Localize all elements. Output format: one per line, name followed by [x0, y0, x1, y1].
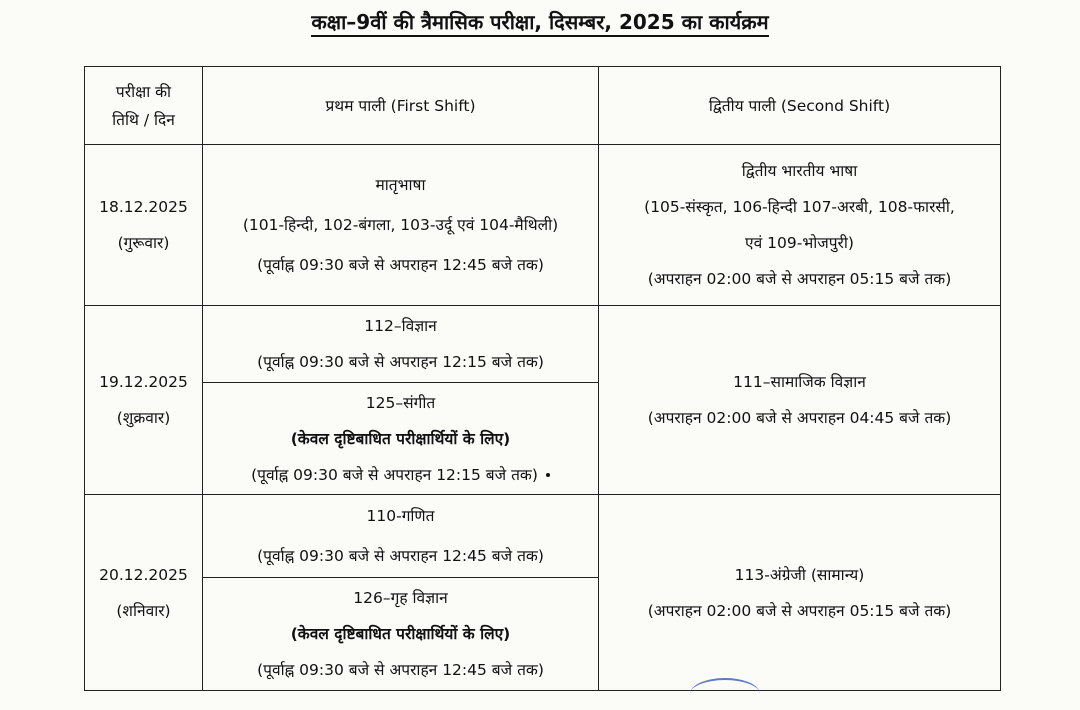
- subject-label: मातृभाषा: [375, 176, 426, 194]
- subject-label: 125–संगीत: [365, 393, 436, 412]
- subject-label: 112–विज्ञान: [364, 317, 437, 335]
- exam-date: 18.12.2025: [99, 198, 188, 216]
- date-column-header: परीक्षा की तिथि / दिन: [85, 67, 203, 145]
- sub-cell: [203, 495, 598, 577]
- first-shift-header: प्रथम पाली (First Shift): [203, 67, 599, 145]
- time-text: (अपराहन 02:00 बजे से अपराहन 05:15 बजे तक): [647, 601, 952, 620]
- header-row: [85, 67, 1001, 145]
- second-shift-cell: [599, 145, 1001, 306]
- subject-label: 113-अंग्रेजी (सामान्य): [734, 565, 865, 584]
- time-text: (अपराहन 02:00 बजे से अपराहन 04:45 बजे तक): [647, 409, 952, 427]
- second-shift-cell: [599, 495, 1001, 691]
- subject-label: 110-गणित: [366, 507, 435, 525]
- time-text: (पूर्वाह्न 09:30 बजे से अपराहन 12:15 बजे तक): [257, 353, 544, 371]
- exam-date: 20.12.2025: [99, 565, 188, 584]
- subject-detail: एवं 109-भोजपुरी): [745, 234, 854, 252]
- subject-label: 111–सामाजिक विज्ञान: [733, 373, 866, 391]
- subject-label: 126–गृह विज्ञान: [353, 589, 448, 607]
- time-text: (पूर्वाह्न 09:30 बजे से अपराहन 12:45 बजे तक): [257, 547, 544, 565]
- exam-day: (गुरूवार): [117, 234, 170, 252]
- exam-schedule-table: [84, 66, 1001, 691]
- sub-cell: [203, 577, 598, 690]
- time-text: (पूर्वाह्न 09:30 बजे से अपराहन 12:15 बजे तक): [251, 465, 538, 484]
- time-text: (अपराहन 02:00 बजे से अपराहन 05:15 बजे तक): [647, 270, 952, 288]
- table-row: [85, 495, 1001, 691]
- dot-mark: [546, 473, 550, 477]
- table-row: [85, 145, 1001, 306]
- time-text: (पूर्वाह्न 09:30 बजे से अपराहन 12:45 बजे तक): [257, 256, 544, 274]
- subject-label: द्वितीय भारतीय भाषा: [741, 162, 858, 180]
- sub-cell: [203, 306, 598, 382]
- subject-detail: (101-हिन्दी, 102-बंगला, 103-उर्दू एवं 104-मैथिली): [242, 216, 559, 234]
- page-title: कक्षा–9वीं की त्रैमासिक परीक्षा, दिसम्बर, 2025 का कार्यक्रम: [0, 8, 1080, 35]
- first-shift-cell: [203, 306, 599, 495]
- note-text: (केवल दृष्टिबाधित परीक्षार्थियों के लिए): [290, 429, 511, 448]
- second-shift-header: द्वितीय पाली (Second Shift): [599, 67, 1001, 145]
- date-cell: [85, 495, 203, 691]
- table-row: [85, 306, 1001, 495]
- note-text: (केवल दृष्टिबाधित परीक्षार्थियों के लिए): [290, 625, 511, 643]
- first-shift-cell: [203, 145, 599, 306]
- subject-detail: (105-संस्कृत, 106-हिन्दी 107-अरबी, 108-फारसी,: [644, 198, 955, 216]
- time-text: (पूर्वाह्न 09:30 बजे से अपराहन 12:45 बजे तक): [257, 661, 544, 679]
- exam-date: 19.12.2025: [99, 373, 188, 391]
- date-cell: [85, 306, 203, 495]
- second-shift-cell: [599, 306, 1001, 495]
- exam-day: (शनिवार): [116, 601, 171, 620]
- date-cell: [85, 145, 203, 306]
- exam-day: (शुक्रवार): [116, 409, 171, 427]
- signature-stroke: [690, 678, 760, 710]
- first-shift-cell: [203, 495, 599, 691]
- sub-cell: [203, 382, 598, 494]
